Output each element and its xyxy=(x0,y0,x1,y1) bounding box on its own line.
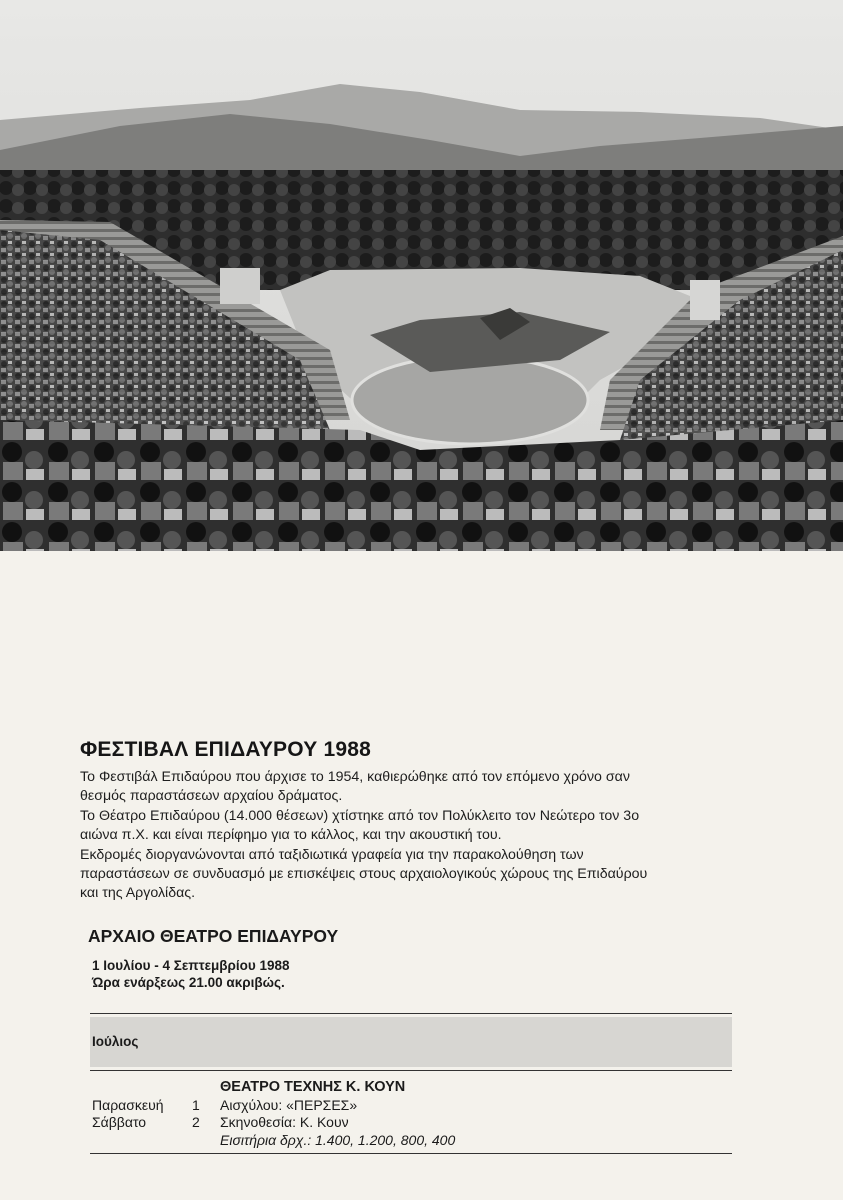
performance-days xyxy=(92,1097,212,1132)
festival-intro xyxy=(80,768,740,904)
day-row xyxy=(92,1097,212,1115)
festival-title: ΦΕΣΤΙΒΑΛ ΕΠΙΔΑΥΡΟΥ 1988 xyxy=(80,738,371,761)
intro-line: Το Φεστιβάλ Επιδαύρου που άρχισε το 1954, καθιερώθηκε από τον επόμενο χρόνο σαν xyxy=(80,769,630,785)
divider xyxy=(90,1013,732,1014)
month-header xyxy=(90,1017,732,1067)
festival-text xyxy=(80,738,740,1154)
intro-line: και της Αργολίδας. xyxy=(80,885,196,902)
performance-entry xyxy=(80,1071,732,1153)
month-label: Ιούλιος xyxy=(92,1034,139,1050)
intro-line: αιώνα π.Χ. και είναι περίφημο για το κάλλος, και την ακουστική του. xyxy=(80,827,502,844)
company-name: ΘΕΑΤΡΟ ΤΕΧΝΗΣ Κ. ΚΟΥΝ xyxy=(220,1078,406,1095)
ticket-prices: Εισιτήρια δρχ.: 1.400, 1.200, 800, 400 xyxy=(220,1131,456,1148)
venue-dates xyxy=(92,957,740,991)
intro-line: θεσμός παραστάσεων αρχαίου δράματος. xyxy=(80,788,343,805)
theatre-photo xyxy=(0,0,843,551)
director: Σκηνοθεσία: Κ. Κουν xyxy=(220,1114,349,1131)
divider xyxy=(90,1153,732,1154)
day-row xyxy=(92,1114,212,1132)
intro-line: παραστάσεων σε συνδυασμό με επισκέψεις στους αρχαιολογικούς χώρους της Επιδαύρου xyxy=(80,866,648,883)
day-date: 2 xyxy=(192,1114,200,1131)
day-date: 1 xyxy=(192,1096,200,1113)
venue-start-time: Ώρα ενάρξεως 21.00 ακριβώς. xyxy=(92,974,285,990)
play-title: Αισχύλου: «ΠΕΡΣΕΣ» xyxy=(220,1096,358,1113)
performance-details xyxy=(220,1097,455,1150)
day-name: Σάββατο xyxy=(92,1114,147,1131)
venue-name: ΑΡΧΑΙΟ ΘΕΑΤΡΟ ΕΠΙΔΑΥΡΟΥ xyxy=(88,925,339,946)
day-name: Παρασκευή xyxy=(92,1096,164,1113)
intro-line: Εκδρομές διοργανώνονται από ταξιδιωτικά γραφεία για την παρακολούθηση των xyxy=(80,846,584,863)
intro-line: Το Θέατρο Επιδαύρου (14.000 θέσεων) χτίστηκε από τον Πολύκλειτο τον Νεώτερο τον 3ο xyxy=(80,807,640,824)
venue-period: 1 Ιουλίου - 4 Σεπτεμβρίου 1988 xyxy=(92,957,290,973)
